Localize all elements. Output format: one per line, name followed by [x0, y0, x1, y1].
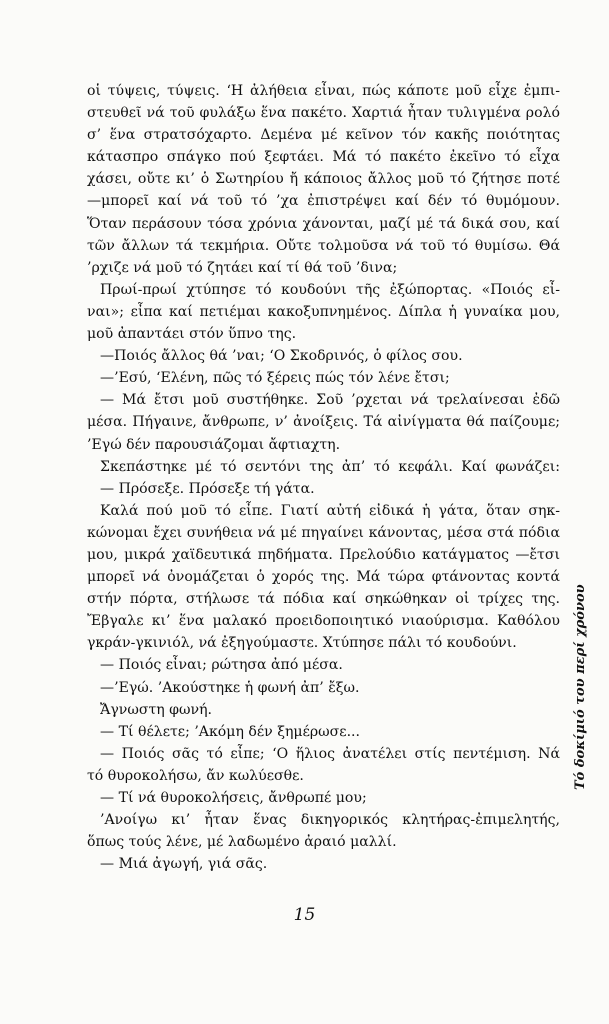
text-line: — Ποιός εἶναι; ρώτησα ἀπό μέσα. — [100, 657, 343, 674]
text-line: μέσα. Πήγαινε, ἄνθρωπε, ν’ ἀνοίξεις. Τά αἰνίγματα θά παίζουμε; — [87, 414, 560, 431]
text-line: ’ρχιζε νά μοῦ τό ζητάει καί τί θά τοῦ ’δινα; — [87, 259, 398, 276]
text-line: Καλά πού μοῦ τό εἶπε. Γιατί αὐτή εἰδικά ἡ γάτα, ὅταν σηκ- — [100, 502, 560, 519]
text-line: σ’ ἕνα στρατσόχαρτο. Δεμένα μέ κεῖνον τόν κακῆς ποιότητας — [87, 127, 560, 144]
text-line: τῶν ἄλλων τά τεκμήρια. Οὔτε τολμοῦσα νά τοῦ τό θυμίσω. Θά — [87, 237, 560, 254]
text-line: Ἔβγαλε κι’ ἕνα μαλακό προειδοποιητικό νιαούρισμα. Καθόλου — [87, 613, 560, 630]
text-line: — Μιά ἀγωγή, γιά σᾶς. — [100, 856, 268, 873]
text-line: τό θυροκολήσω, ἄν κωλύεσθε. — [87, 767, 304, 784]
text-line: —Ποιός ἄλλος θά ’ναι; ‘Ο Σκοδρινός, ὁ φίλος σου. — [100, 348, 463, 365]
text-line: Πρωί-πρωί χτύπησε τό κουδούνι τῆς ἐξώπορτας. «Ποιός εἶ- — [100, 281, 560, 298]
text-line: ’Ανοίγω κι’ ἦταν ἕνας δικηγορικός κλητήρας-ἐπιμελητής, — [100, 812, 560, 829]
text-line: μου, μικρά χαϊδευτικά πηδήματα. Πρελούδιο κατάγματος —ἔτσι — [87, 546, 560, 563]
running-title: Τό δοκίμιό του περί χρόνου — [573, 584, 588, 790]
text-line: ’Εγώ δέν παρουσιάζομαι ἄφτιαχτη. — [87, 436, 341, 453]
text-line: —μπορεῖ καί νά τοῦ τό ’χα ἐπιστρέψει καί δέν τό θυμόμουν. — [87, 193, 560, 210]
text-line: μπορεῖ νά ὀνομάζεται ὁ χορός της. Μά τώρα φτάνοντας κοντά — [87, 569, 560, 586]
text-line: γκράν-γκινιόλ, νά ἐξηγούμαστε. Χτύπησε πάλι τό κουδούνι. — [87, 635, 517, 652]
text-line: ὅπως τούς λένε, μέ λαδωμένο ἀραιό μαλλί. — [87, 834, 397, 851]
text-line: — Τί θέλετε; ’Ακόμη δέν ξημέρωσε... — [100, 723, 361, 740]
text-line: χάσει, οὔτε κι’ ὁ Σωτηρίου ἤ κάποιος ἄλλος μοῦ τό ζήτησε ποτέ — [87, 171, 560, 188]
text-line: Σκεπάστηκε μέ τό σεντόνι της ἀπ’ τό κεφάλι. Καί φωνάζει: — [100, 458, 560, 475]
text-line: κώνομαι ἔχει συνήθεια νά μέ πηγαίνει κάνοντας, μέσα στά πόδια — [87, 524, 560, 541]
body-text — [87, 80, 560, 875]
text-line: οἱ τύψεις, τύψεις. ‘Η ἀλήθεια εἶναι, πώς κάποτε μοῦ εἶχε ἐμπι- — [87, 83, 560, 99]
text-line: κάτασπρο σπάγκο πού ξεφτάει. Μά τό πακέτο ἐκεῖνο τό εἶχα — [87, 149, 560, 166]
text-line: — Τί νά θυροκολήσεις, ἄνθρωπέ μου; — [100, 790, 367, 806]
page-number: 15 — [293, 905, 316, 925]
text-line: — Πρόσεξε. Πρόσεξε τή γάτα. — [100, 480, 315, 497]
text-line: —’Εγώ. ’Ακούστηκε ἡ φωνή ἀπ’ ἔξω. — [100, 679, 360, 696]
text-line: — Μά ἔτσι μοῦ συστήθηκε. Σοῦ ’ρχεται νά τρελαίνεσαι ἐδῶ — [100, 392, 560, 409]
text-line: Ἄγνωστη φωνή. — [100, 701, 213, 718]
text-line: —’Εσύ, ‘Ελένη, πῶς τό ξέρεις πώς τόν λένε ἔτσι; — [100, 370, 450, 387]
text-line: Ὅταν περάσουν τόσα χρόνια χάνονται, μαζί μέ τά δικά σου, καί — [87, 215, 560, 232]
text-line: στήν πόρτα, στήλωσε τά πόδια καί σηκώθηκαν οἱ τρίχες της. — [87, 591, 560, 608]
text-line: ναι»; εἶπα καί πετιέμαι κακοξυπνημένος. Δίπλα ἡ γυναίκα μου, — [87, 303, 560, 320]
text-line: μοῦ ἀπαντάει στόν ὕπνο της. — [87, 326, 297, 343]
text-line: στευθεῖ νά τοῦ φυλάξω ἕνα πακέτο. Χαρτιά ἦταν τυλιγμένα ρολό — [87, 105, 560, 122]
text-line: — Ποιός σᾶς τό εἶπε; ‘Ο ἥλιος ἀνατέλει στίς πεντέμιση. Νά — [100, 745, 560, 762]
